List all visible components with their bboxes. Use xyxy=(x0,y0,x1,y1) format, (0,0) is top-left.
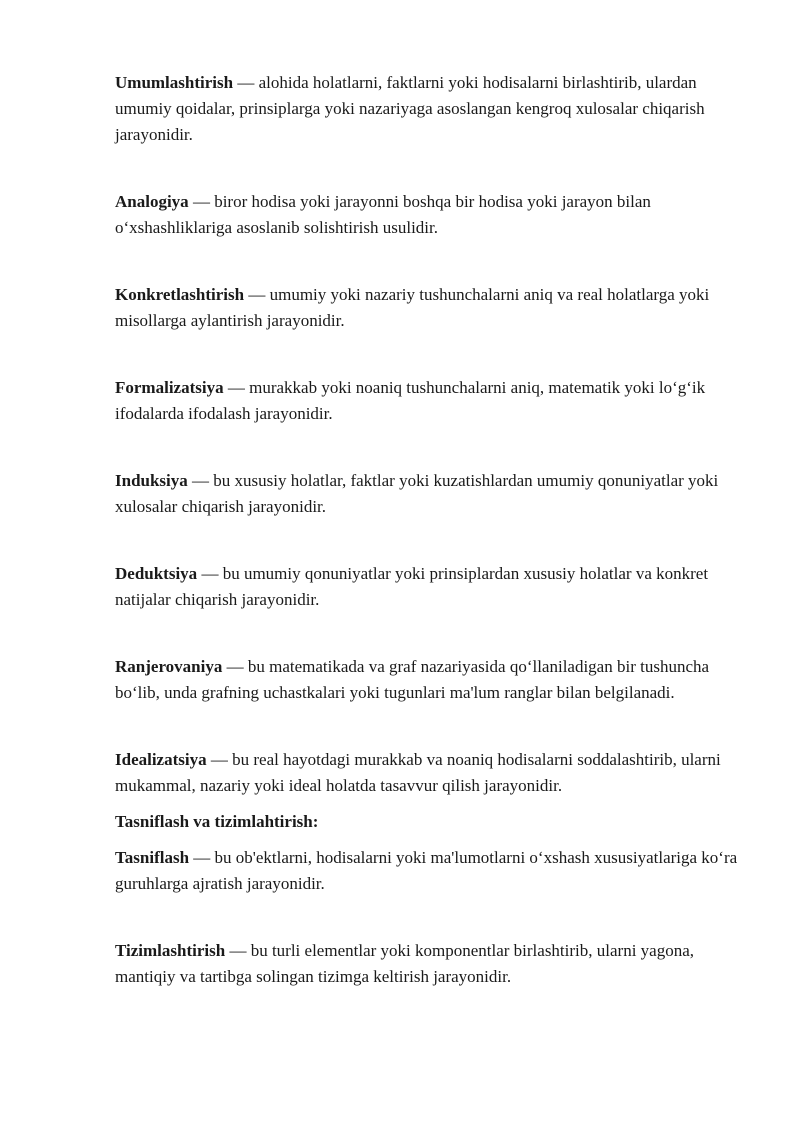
term: Deduktsiya xyxy=(115,564,198,583)
definition-analogiya xyxy=(115,189,755,241)
definition-ranjerovaniya xyxy=(115,654,755,706)
definition-text: — bu ob'ektlarni, hodisalarni yoki ma'lumotlarni o‘xshash xususiyatlariga ko‘ra guruhlarga ajratish jarayonidir. xyxy=(115,848,738,893)
definition-tizimlashtirish xyxy=(115,938,755,990)
term: Analogiya xyxy=(115,192,189,211)
term: Idealizatsiya xyxy=(115,750,207,769)
definition-text: — alohida holatlarni, faktlarni yoki hodisalarni birlashtirib, ulardan umumiy qoidalar, prinsiplarga yoki nazariyaga asoslangan kengroq xulosalar chiqarish jarayonidir. xyxy=(115,73,705,144)
definition-text: — bu turli elementlar yoki komponentlar birlashtirib, ularni yagona, mantiqiy va tartibga solingan tizimga keltirish jarayonidir. xyxy=(115,941,695,986)
term: Induksiya xyxy=(115,471,188,490)
definition-deduktsiya xyxy=(115,561,755,613)
term: Umumlashtirish xyxy=(115,73,234,92)
definition-umumlashtirish xyxy=(115,70,755,148)
term: Tizimlashtirish xyxy=(115,941,226,960)
definition-text: — umumiy yoki nazariy tushunchalarni aniq va real holatlarga yoki misollarga aylantirish jarayonidir. xyxy=(115,285,710,330)
definition-idealizatsiya xyxy=(115,747,755,799)
definition-text: — bu real hayotdagi murakkab va noaniq hodisalarni soddalashtirib, ularni mukammal, nazariy yoki ideal holatda tasavvur qilish jarayonidir. xyxy=(115,750,721,795)
definition-text: — bu matematikada va graf nazariyasida qo‘llaniladigan bir tushuncha bo‘lib, unda grafning uchastkalari yoki tugunlari ma'lum ranglar bilan belgilanadi. xyxy=(115,657,710,702)
term: Konkretlashtirish xyxy=(115,285,245,304)
definition-text: — murakkab yoki noaniq tushunchalarni aniq, matematik yoki lo‘g‘ik ifodalarda ifodalash jarayonidir. xyxy=(115,378,706,423)
definition-text: — biror hodisa yoki jarayonni boshqa bir hodisa yoki jarayon bilan o‘xshashliklariga asoslanib solishtirish usulidir. xyxy=(115,192,651,237)
term: Tasniflash xyxy=(115,848,190,867)
section-heading: Tasniflash va tizimlahtirish: xyxy=(115,812,319,831)
term: Ranjerovaniya xyxy=(115,657,223,676)
document-page xyxy=(115,70,755,990)
definition-text: — bu umumiy qonuniyatlar yoki prinsiplardan xususiy holatlar va konkret natijalar chiqarish jarayonidir. xyxy=(115,564,709,609)
term: Formalizatsiya xyxy=(115,378,224,397)
definition-tasniflash xyxy=(115,845,755,897)
definition-induksiya xyxy=(115,468,755,520)
definition-konkretlashtirish xyxy=(115,282,755,334)
definition-formalizatsiya xyxy=(115,375,755,427)
definition-text: — bu xususiy holatlar, faktlar yoki kuzatishlardan umumiy qonuniyatlar yoki xulosalar chiqarish jarayonidir. xyxy=(115,471,719,516)
